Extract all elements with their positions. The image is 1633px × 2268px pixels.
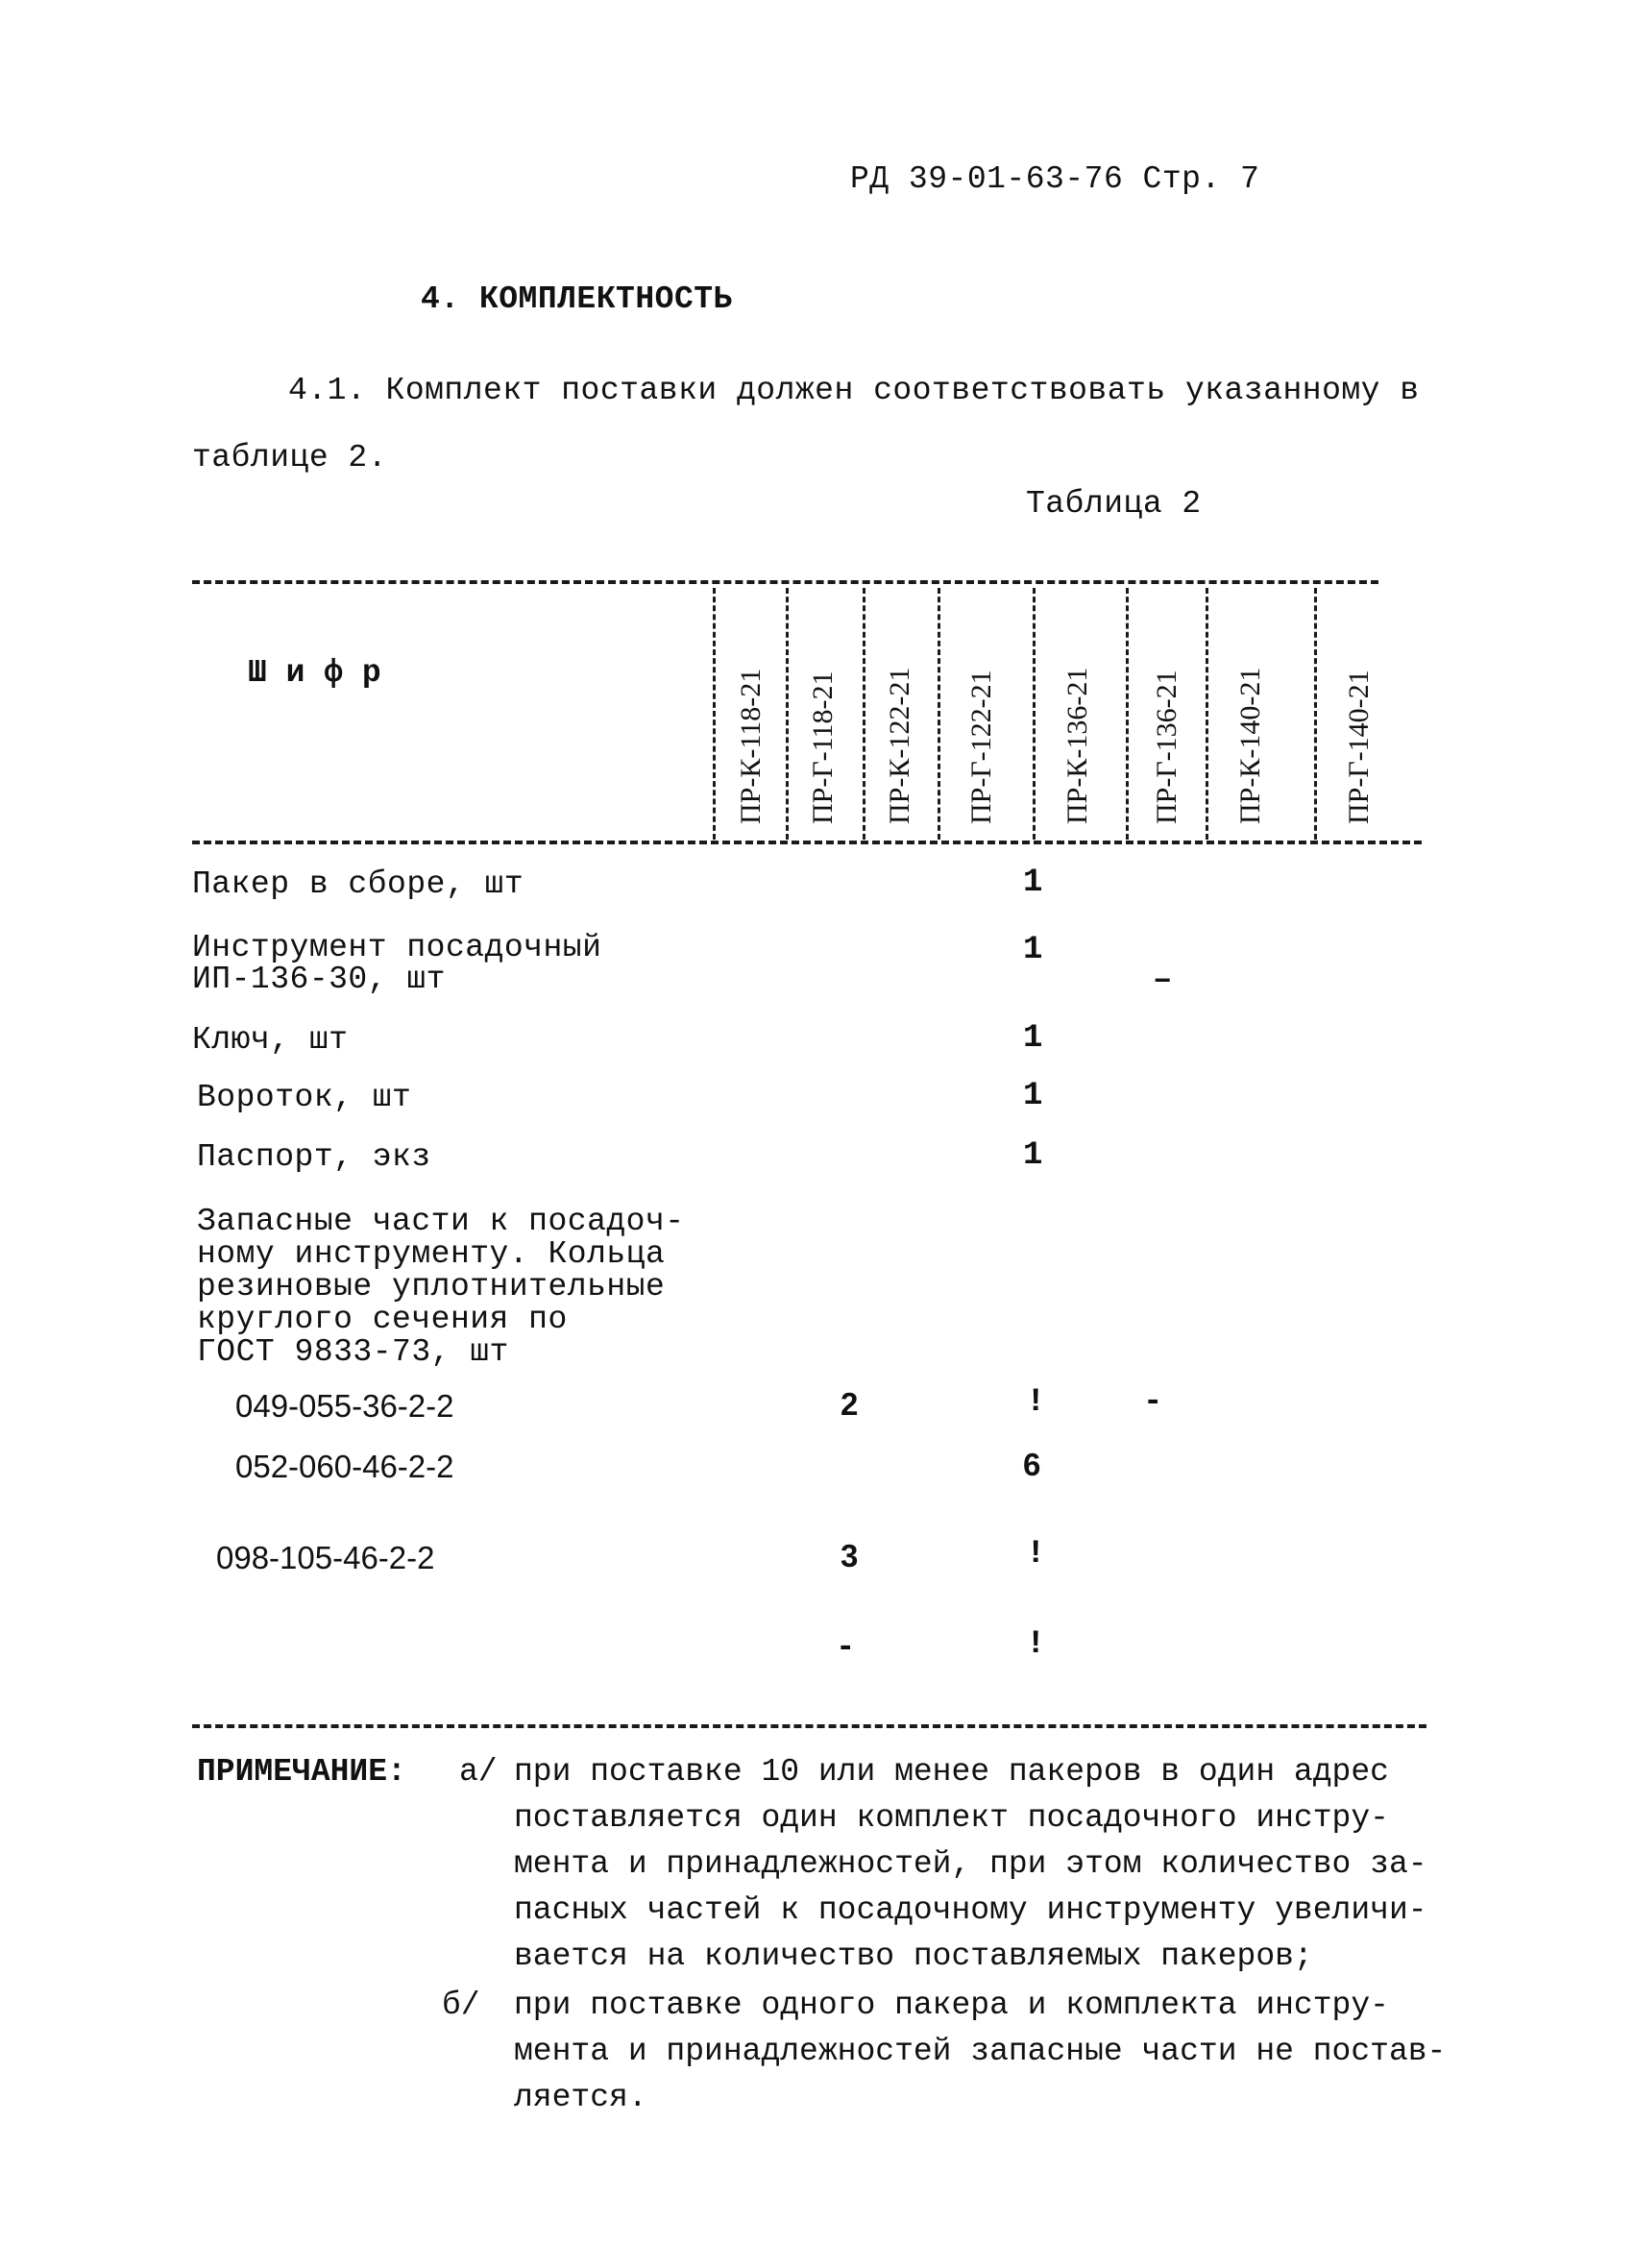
ring-row-3-value-a: 3	[841, 1538, 859, 1573]
row-label-key: Ключ, шт	[192, 1022, 349, 1058]
spares-label-4: круглого сечения по	[197, 1302, 568, 1337]
ring-row-3-value-b: !	[1026, 1536, 1046, 1573]
column-header-4: ПР-Г-122-21	[965, 670, 997, 824]
column-separator	[1126, 588, 1129, 840]
ring-row-1-label: 049-055-36-2-2	[235, 1388, 454, 1424]
row-label-tool-1: Инструмент посадочный	[192, 930, 602, 965]
column-separator	[938, 588, 940, 840]
note-a-line-4: пасных частей к посадочному инструменту увеличи-	[514, 1892, 1427, 1928]
note-b-line-3: ляется.	[514, 2080, 647, 2115]
row-label-tool-2: ИП-136-30, шт	[192, 962, 446, 997]
table-header-rule	[192, 841, 1422, 844]
spares-label-5: ГОСТ 9833-73, шт	[197, 1334, 509, 1370]
column-separator	[863, 588, 865, 840]
note-a-line-2: поставляется один комплект посадочного инстру-	[514, 1800, 1389, 1836]
paragraph-line-1: 4.1. Комплект поставки должен соответствовать указанному в	[288, 373, 1420, 408]
row-value-tool: 1	[1023, 932, 1043, 968]
column-header-7: ПР-К-140-21	[1234, 667, 1266, 824]
note-b-line-1: при поставке одного пакера и комплекта инстру-	[514, 1988, 1389, 2023]
row-value-packer: 1	[1023, 865, 1043, 901]
note-a-line-3: мента и принадлежностей, при этом количество за-	[514, 1846, 1427, 1882]
column-header-6: ПР-Г-136-21	[1151, 670, 1182, 824]
page-header: РД 39-01-63-76 Стр. 7	[850, 161, 1260, 197]
note-a-line-5: вается на количество поставляемых пакеров;	[514, 1939, 1313, 1974]
ring-row-1-value-c: -	[1143, 1384, 1163, 1421]
ring-row-3-label: 098-105-46-2-2	[216, 1540, 435, 1575]
ring-row-1-value-a: 2	[841, 1386, 859, 1422]
column-header-3: ПР-К-122-21	[884, 667, 915, 824]
column-separator	[1314, 588, 1317, 840]
note-b-marker: б/	[442, 1988, 480, 2023]
column-separator	[713, 588, 716, 840]
ring-row-4-value-a: -	[836, 1630, 856, 1667]
column-separator	[786, 588, 789, 840]
column-separator	[1206, 588, 1208, 840]
ring-row-1-value-b: !	[1026, 1384, 1046, 1421]
note-b-line-2: мента и принадлежностей запасные части не постав-	[514, 2034, 1447, 2069]
note-label: ПРИМЕЧАНИЕ:	[197, 1754, 406, 1790]
row-value-wrench: 1	[1023, 1078, 1043, 1114]
row-value-passport: 1	[1023, 1137, 1043, 1174]
column-separator	[1033, 588, 1036, 840]
note-a-line-1: при поставке 10 или менее пакеров в один адрес	[514, 1754, 1389, 1790]
shifr-label: Ш и ф р	[248, 655, 381, 691]
row-value-key: 1	[1023, 1020, 1043, 1057]
row-value-tool-dash: –	[1153, 963, 1173, 999]
row-label-packer: Пакер в сборе, шт	[192, 866, 524, 902]
section-title: 4. КОМПЛЕКТНОСТЬ	[421, 281, 733, 317]
ring-row-2-value-b: 6	[1023, 1447, 1041, 1482]
table-caption: Таблица 2	[1026, 486, 1202, 522]
ring-row-2-label: 052-060-46-2-2	[235, 1449, 454, 1484]
table-bottom-rule	[192, 1724, 1426, 1728]
column-header-1: ПР-К-118-21	[735, 668, 767, 824]
table-top-rule	[192, 580, 1378, 584]
row-label-passport: Паспорт, экз	[197, 1139, 431, 1175]
spares-label-1: Запасные части к посадоч-	[197, 1204, 685, 1239]
row-label-wrench: Вороток, шт	[197, 1080, 412, 1115]
note-a-marker: а/	[459, 1754, 498, 1790]
spares-label-3: резиновые уплотнительные	[197, 1269, 666, 1305]
column-header-5: ПР-К-136-21	[1061, 667, 1093, 824]
column-header-2: ПР-Г-118-21	[807, 671, 839, 824]
spares-label-2: ному инструменту. Кольца	[197, 1236, 666, 1272]
column-header-8: ПР-Г-140-21	[1343, 670, 1375, 824]
paragraph-line-2: таблице 2.	[192, 440, 388, 476]
ring-row-4-value-b: !	[1026, 1626, 1046, 1663]
